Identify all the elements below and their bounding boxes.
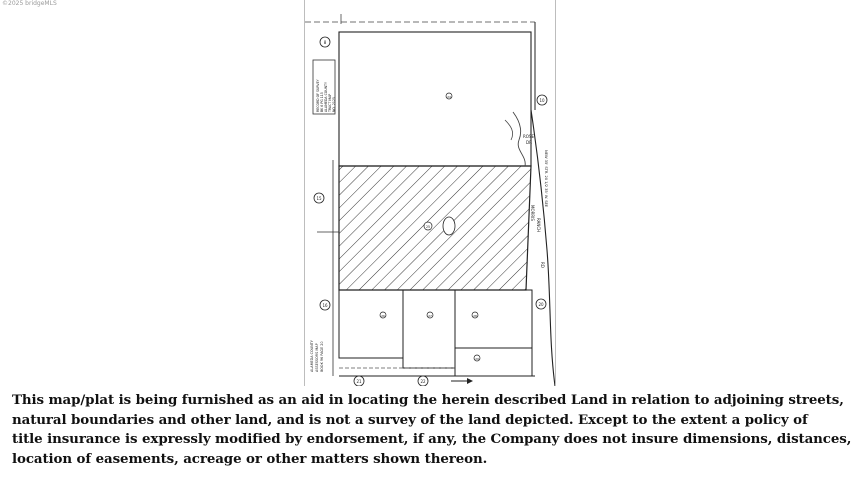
- svg-text:TRACT MAP: TRACT MAP: [328, 93, 332, 112]
- disclaimer-line-2: natural boundaries and other land, and is not a survey of the land depicted. Except to the extent a policy of: [12, 411, 808, 428]
- svg-text:ALAMEDA COUNTY: ALAMEDA COUNTY: [324, 82, 328, 112]
- svg-text:27: 27: [428, 314, 432, 318]
- record-callout-text: [316, 79, 336, 113]
- svg-text:29: 29: [475, 357, 479, 361]
- parcel-number-26: [380, 312, 386, 318]
- svg-text:24: 24: [447, 95, 451, 99]
- watermark-text: ©2025 bridgeMLS: [2, 0, 57, 7]
- svg-text:ASSESSORS MAP: ASSESSORS MAP: [315, 343, 319, 372]
- svg-text:8: 8: [323, 40, 327, 45]
- svg-text:10: 10: [539, 98, 545, 103]
- street-label-dr: DR: [526, 140, 532, 145]
- north-arrow-icon: [451, 378, 473, 384]
- street-label-rose: ROSE: [523, 134, 534, 139]
- street-label-ranch: [536, 218, 541, 232]
- title-disclaimer: [12, 391, 852, 469]
- svg-text:15: 15: [316, 196, 322, 201]
- parcel-number-22: [418, 376, 428, 386]
- parcel-number-15: [314, 193, 324, 203]
- parcel-number-20: [536, 299, 546, 309]
- svg-text:BK 6 PG 115: BK 6 PG 115: [320, 92, 324, 112]
- assessor-legend: [310, 339, 324, 372]
- svg-text:26: 26: [381, 314, 385, 318]
- street-label-morris: [530, 205, 535, 221]
- disclaimer-line-4: location of easements, acreage or other matters shown thereon.: [12, 450, 488, 467]
- mls-watermark: [2, 0, 57, 7]
- rose-dr-curve-2: [505, 120, 513, 140]
- parcel-number-10: [537, 95, 547, 105]
- parcel-top: [339, 32, 531, 166]
- parcel-bottom-4: [455, 348, 532, 376]
- street-label-rd: [540, 262, 545, 268]
- ranch-road-edge: [531, 110, 555, 386]
- svg-text:ALAMEDA COUNTY: ALAMEDA COUNTY: [310, 340, 314, 372]
- svg-text:RECORD OF SURVEY: RECORD OF SURVEY: [316, 79, 320, 112]
- parcel-bottom-3: [455, 290, 532, 348]
- svg-text:22: 22: [420, 379, 426, 384]
- svg-text:25: 25: [425, 225, 431, 229]
- svg-text:NO. 2125: NO. 2125: [332, 97, 336, 112]
- subject-parcel-oval: [443, 217, 455, 235]
- svg-text:NEW 35' STR. 20 1/2 35' W. SEE: NEW 35' STR. 20 1/2 35' W. SEE: [544, 150, 548, 208]
- svg-text:21: 21: [356, 379, 362, 384]
- parcel-bottom-2: [403, 290, 455, 368]
- svg-text:RD: RD: [540, 262, 545, 268]
- street-label-new: [544, 150, 548, 208]
- parcel-number-21: [354, 376, 364, 386]
- disclaimer-line-3: title insurance is expressly modified by endorsement, if any, the Company does not insure dimensions, distances,: [12, 431, 852, 448]
- svg-text:20: 20: [538, 302, 544, 307]
- parcel-map: [304, 0, 556, 386]
- svg-text:RANCH: RANCH: [536, 218, 541, 233]
- parcel-number-24: [446, 93, 452, 99]
- svg-text:MORRIS: MORRIS: [530, 205, 535, 221]
- parcel-number-16: [320, 300, 330, 310]
- svg-text:16: 16: [322, 303, 328, 308]
- subject-parcel-hatched: [339, 166, 531, 290]
- parcel-number-29: [474, 355, 480, 361]
- parcel-number-28: [472, 312, 478, 318]
- parcel-number-25: [424, 222, 432, 230]
- parcel-number-27: [427, 312, 433, 318]
- parcel-map-drawing: [305, 0, 555, 386]
- svg-text:BOOK 96 PAGE 20: BOOK 96 PAGE 20: [320, 341, 324, 372]
- disclaimer-line-1: This map/plat is being furnished as an aid in locating the herein described Land in relation to adjoining streets,: [12, 392, 844, 408]
- parcel-number-8: [320, 37, 330, 47]
- rose-dr-curve: [513, 112, 525, 166]
- parcel-bottom-1: [339, 290, 403, 358]
- svg-text:28: 28: [473, 314, 477, 318]
